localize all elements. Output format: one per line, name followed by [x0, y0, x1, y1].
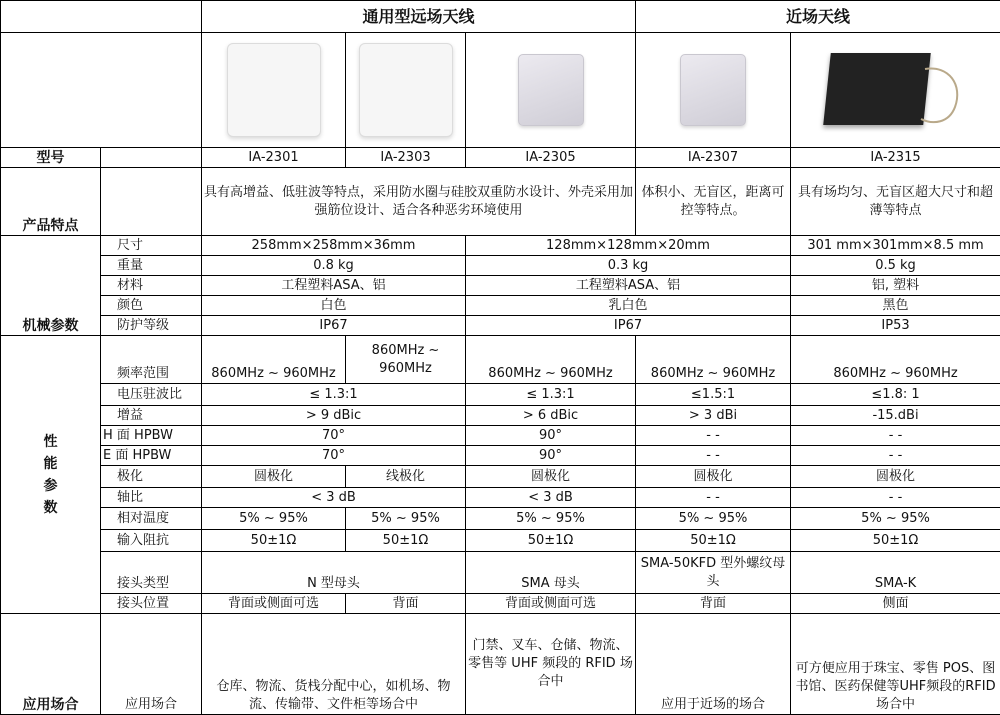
row-axial-ratio — [1, 488, 1000, 508]
performance-label: 性 能 参 数 — [1, 336, 101, 614]
row-weight — [1, 256, 1000, 276]
value: 圆极化 — [466, 466, 636, 488]
value: ≤ 1.3:1 — [466, 384, 636, 406]
value: ≤1.5:1 — [636, 384, 791, 406]
value: 铝, 塑料 — [791, 276, 1000, 296]
value: 50±1Ω — [636, 530, 791, 552]
row-material — [1, 276, 1000, 296]
image-row-empty — [1, 33, 202, 148]
value: 背面 — [346, 594, 466, 614]
param-label: 尺寸 — [101, 236, 202, 256]
value: 可方便应用于珠宝、零售 POS、图书馆、医药保健等UHF频段的RFID场合中 — [791, 614, 1000, 715]
row-polarization — [1, 466, 1000, 488]
image-ia2305 — [466, 33, 636, 148]
antenna-black-panel-icon — [821, 45, 971, 135]
row-vswr — [1, 384, 1000, 406]
param-label: 应用场合 — [101, 614, 202, 715]
row-label: 产品特点 — [1, 168, 101, 236]
value: 圆极化 — [202, 466, 346, 488]
antenna-white-square-icon — [359, 43, 453, 137]
value: 70° — [202, 426, 466, 446]
row-label: 型号 — [1, 148, 101, 168]
value: 工程塑料ASA、铝 — [202, 276, 466, 296]
value: 工程塑料ASA、铝 — [466, 276, 791, 296]
row-size — [1, 236, 1000, 256]
model-ia2303: IA-2303 — [346, 148, 466, 168]
value: - - — [791, 426, 1000, 446]
value: 仓库、物流、货栈分配中心，如机场、物流、传输带、文件柜等场合中 — [202, 614, 466, 715]
value: IP67 — [202, 316, 466, 336]
cell-empty — [101, 168, 202, 236]
row-model — [1, 148, 1000, 168]
param-label: E 面 HPBW — [101, 446, 202, 466]
param-label: 防护等级 — [101, 316, 202, 336]
value: 301 mm×301mm×8.5 mm — [791, 236, 1000, 256]
image-row — [1, 33, 1000, 148]
value: SMA 母头 — [466, 552, 636, 594]
value: 860MHz ~ 960MHz — [346, 336, 466, 384]
value: 128mm×128mm×20mm — [466, 236, 791, 256]
value: 860MHz ~ 960MHz — [466, 336, 636, 384]
row-frequency — [1, 336, 1000, 384]
value: ≤ 1.3:1 — [202, 384, 466, 406]
value: 乳白色 — [466, 296, 791, 316]
features-far: 具有高增益、低驻波等特点，采用防水圈与硅胶双重防水设计、外壳采用加强筋位设计、适合各种恶劣环境使用 — [202, 168, 636, 236]
row-features — [1, 168, 1000, 236]
value: 70° — [202, 446, 466, 466]
value: 50±1Ω — [791, 530, 1000, 552]
model-ia2301: IA-2301 — [202, 148, 346, 168]
param-label: 频率范围 — [101, 336, 202, 384]
row-connector — [1, 552, 1000, 594]
value: 90° — [466, 426, 636, 446]
row-h-hpbw — [1, 426, 1000, 446]
value: < 3 dB — [466, 488, 636, 508]
param-label: 材料 — [101, 276, 202, 296]
value: 5% ~ 95% — [791, 508, 1000, 530]
row-application — [1, 614, 1000, 715]
value: - - — [791, 446, 1000, 466]
param-label: 重量 — [101, 256, 202, 276]
header-empty — [1, 1, 202, 33]
model-ia2315: IA-2315 — [791, 148, 1000, 168]
value: SMA-50KFD 型外螺纹母头 — [636, 552, 791, 594]
value: ≤1.8: 1 — [791, 384, 1000, 406]
row-e-hpbw — [1, 446, 1000, 466]
header-row — [1, 1, 1000, 33]
param-label: 电压驻波比 — [101, 384, 202, 406]
value: > 6 dBic — [466, 406, 636, 426]
value: > 9 dBic — [202, 406, 466, 426]
value: 50±1Ω — [202, 530, 346, 552]
value: 90° — [466, 446, 636, 466]
value: SMA-K — [791, 552, 1000, 594]
antenna-grey-square-icon — [518, 54, 584, 126]
value: 5% ~ 95% — [636, 508, 791, 530]
value: 侧面 — [791, 594, 1000, 614]
features-ia2307: 体积小、无盲区，距离可控等特点。 — [636, 168, 791, 236]
value: - - — [791, 488, 1000, 508]
value: 5% ~ 95% — [202, 508, 346, 530]
row-protection — [1, 316, 1000, 336]
value: 门禁、叉车、仓储、物流、零售等 UHF 频段的 RFID 场合中 — [466, 614, 636, 715]
cell-empty — [101, 148, 202, 168]
param-label: H 面 HPBW — [101, 426, 202, 446]
value: 5% ~ 95% — [466, 508, 636, 530]
value: 圆极化 — [791, 466, 1000, 488]
value: IP67 — [466, 316, 791, 336]
mechanical-label: 机械参数 — [1, 236, 101, 336]
value: 860MHz ~ 960MHz — [636, 336, 791, 384]
value: 背面或侧面可选 — [466, 594, 636, 614]
antenna-white-square-icon — [227, 43, 321, 137]
row-color — [1, 296, 1000, 316]
param-label: 颜色 — [101, 296, 202, 316]
value: 5% ~ 95% — [346, 508, 466, 530]
group-far-field: 通用型远场天线 — [202, 1, 636, 33]
param-label: 接头类型 — [101, 552, 202, 594]
model-ia2305: IA-2305 — [466, 148, 636, 168]
value: 50±1Ω — [346, 530, 466, 552]
value: 背面或侧面可选 — [202, 594, 346, 614]
value: - - — [636, 488, 791, 508]
value: 258mm×258mm×36mm — [202, 236, 466, 256]
group-near-field: 近场天线 — [636, 1, 1000, 33]
param-label: 接头位置 — [101, 594, 202, 614]
row-humidity — [1, 508, 1000, 530]
features-near: 具有场均匀、无盲区超大尺寸和超薄等特点 — [791, 168, 1000, 236]
param-label: 输入阻抗 — [101, 530, 202, 552]
value: - - — [636, 426, 791, 446]
application-label: 应用场合 — [1, 614, 101, 715]
value: 圆极化 — [636, 466, 791, 488]
value: -15.dBi — [791, 406, 1000, 426]
row-impedance — [1, 530, 1000, 552]
param-label: 轴比 — [101, 488, 202, 508]
param-label: 增益 — [101, 406, 202, 426]
value: N 型母头 — [202, 552, 466, 594]
image-ia2315 — [791, 33, 1000, 148]
image-ia2301 — [202, 33, 346, 148]
image-ia2303 — [346, 33, 466, 148]
row-connector-position — [1, 594, 1000, 614]
row-gain — [1, 406, 1000, 426]
value: > 3 dBi — [636, 406, 791, 426]
value: 860MHz ~ 960MHz — [791, 336, 1000, 384]
model-ia2307: IA-2307 — [636, 148, 791, 168]
value: 0.3 kg — [466, 256, 791, 276]
value: - - — [636, 446, 791, 466]
value: 背面 — [636, 594, 791, 614]
param-label: 相对温度 — [101, 508, 202, 530]
value: 白色 — [202, 296, 466, 316]
value: 黑色 — [791, 296, 1000, 316]
value: < 3 dB — [202, 488, 466, 508]
value: 线极化 — [346, 466, 466, 488]
antenna-grey-square-icon — [680, 54, 746, 126]
value: 860MHz ~ 960MHz — [202, 336, 346, 384]
value: 50±1Ω — [466, 530, 636, 552]
value: IP53 — [791, 316, 1000, 336]
value: 应用于近场的场合 — [636, 614, 791, 715]
value: 0.8 kg — [202, 256, 466, 276]
image-ia2307 — [636, 33, 791, 148]
value: 0.5 kg — [791, 256, 1000, 276]
param-label: 极化 — [101, 466, 202, 488]
